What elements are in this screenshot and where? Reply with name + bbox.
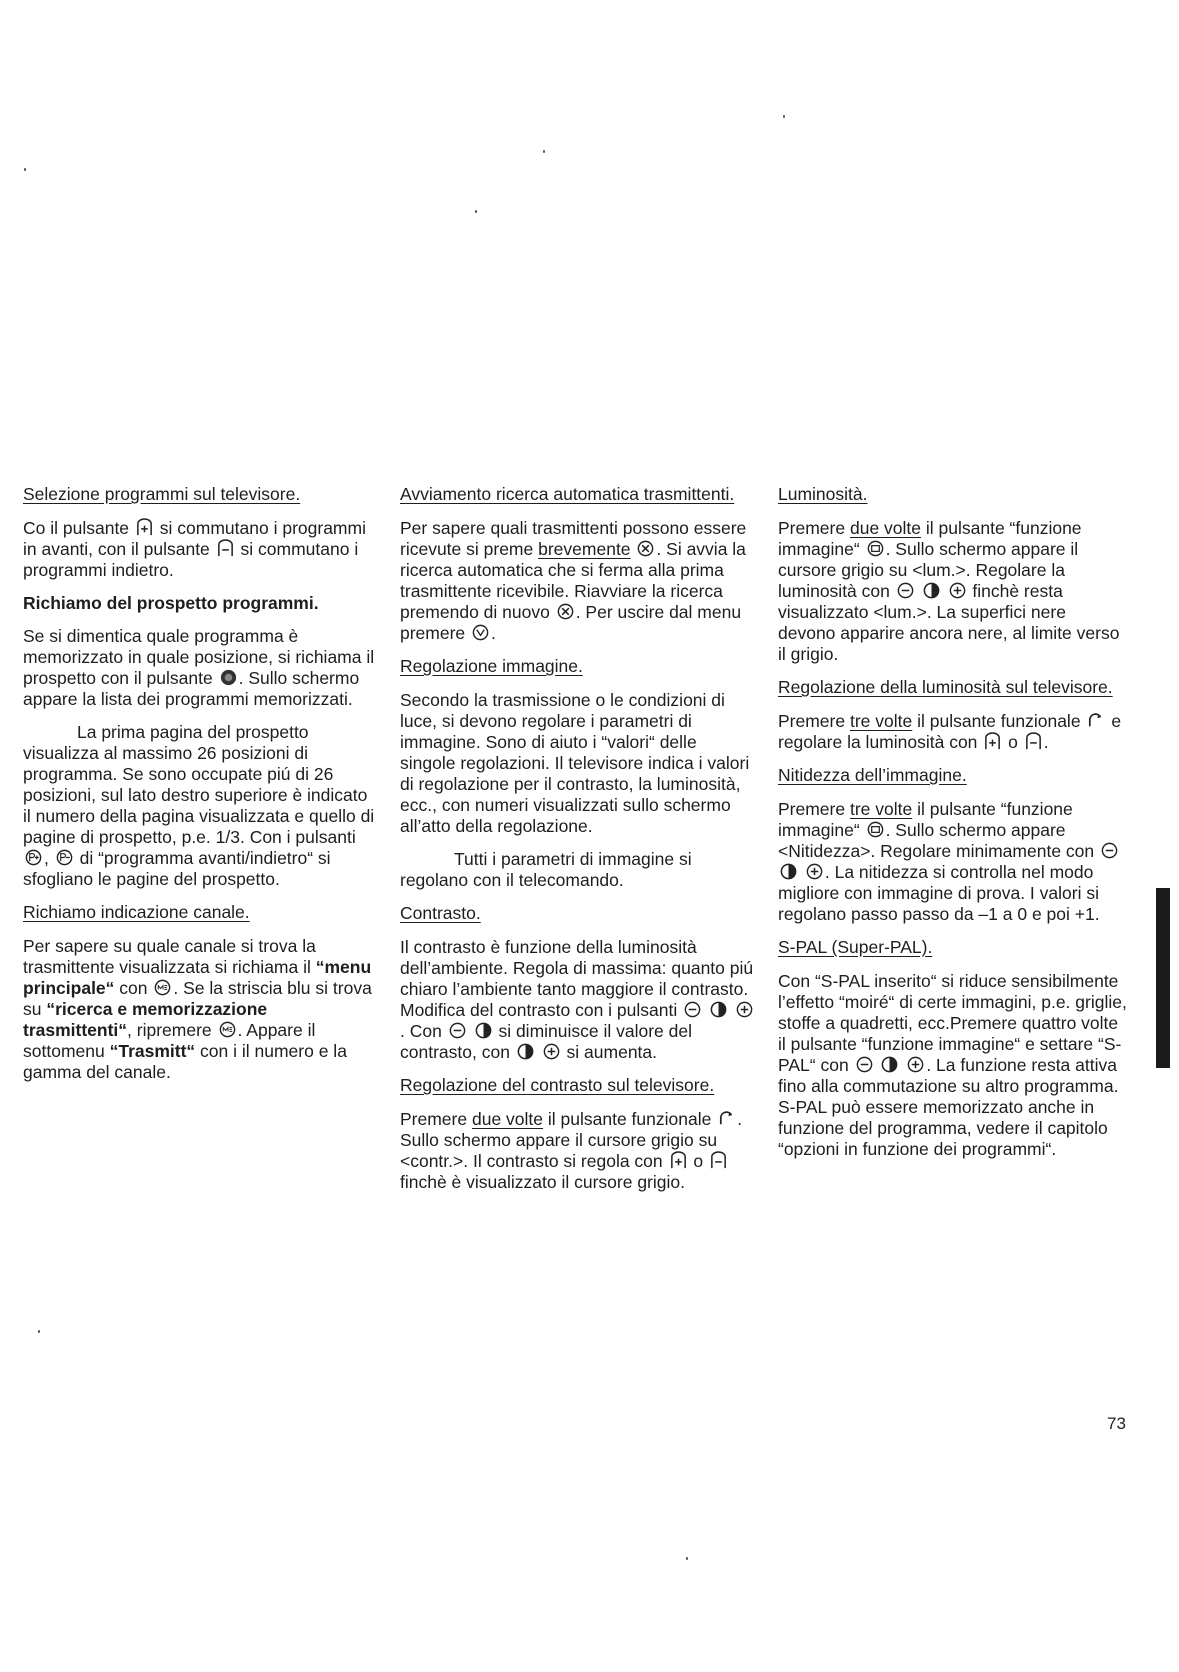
minus-circle-icon (683, 1000, 702, 1019)
menu-icon (218, 1020, 237, 1039)
section-title-contrast: Contrasto. (400, 903, 481, 923)
section-title-brightness: Luminosità. (778, 484, 868, 504)
scan-speck (475, 210, 477, 213)
paragraph-contrast-on-tv: Premere due volte il pulsante funzionale . Sullo schermo appare il cursore grigio su <contr.>. Il contrasto si regola con o finchè è visualizzato il cursore grigio. (400, 1109, 743, 1192)
paragraph-program-switching: Co il pulsante si commutano i programmi in avanti, con il pulsante si commutano i programmi indietro. (23, 518, 366, 580)
prog-minus-icon (1024, 732, 1043, 751)
column-left (23, 484, 378, 1095)
search-x-icon (636, 539, 655, 558)
function-key-icon (1086, 711, 1105, 730)
paragraph-remote-control: Tutti i parametri di immagine si regolano con il telecomando. (400, 849, 692, 890)
paragraph-picture-adjustment: Secondo la trasmissione o le condizioni di luce, si devono regolare i parametri di immagine. Sono di aiuto i “valori“ delle singole regolazioni. Il televisore indica i valori di regolazione per il contrasto, la luminosità, ecc., con numeri visualizzati sullo schermo all’atto della regolazione. (400, 690, 750, 836)
half-circle-icon (516, 1042, 535, 1061)
tv-icon (471, 623, 490, 642)
plus-circle-icon (948, 581, 967, 600)
heading-program-overview: Richiamo del prospetto programmi. (23, 593, 319, 613)
scan-speck (783, 115, 785, 118)
section-title-program-selection: Selezione programmi sul televisore. (23, 484, 301, 504)
scan-speck (24, 168, 26, 171)
section-title-brightness-on-tv: Regolazione della luminosità sul televisore. (778, 677, 1113, 697)
scan-speck (686, 1557, 688, 1560)
minus-circle-icon (896, 581, 915, 600)
function-key-icon (717, 1109, 736, 1128)
section-title-picture-adjustment: Regolazione immagine. (400, 656, 583, 676)
section-title-auto-search: Avviamento ricerca automatica trasmittenti. (400, 484, 735, 504)
picture-function-icon (866, 820, 885, 839)
edge-index-tab (1156, 888, 1170, 1068)
prog-plus-icon (669, 1151, 688, 1170)
menu-icon (153, 978, 172, 997)
paragraph-sharpness: Premere tre volte il pulsante “funzione immagine“ . Sullo schermo appare <Nitidezza>. Regolare minimamente con . La nitidezza si controlla nel modo migliore con immagine di prova. I valori si regolano passo passo da –1 a 0 e poi +1. (778, 799, 1128, 925)
plus-circle-icon (805, 862, 824, 881)
picture-function-icon (866, 539, 885, 558)
paragraph-channel-display: Per sapere su quale canale si trova la trasmittente visualizzata si richiama il “menu principale“ con . Se la striscia blu si trova su “ricerca e memorizzazione trasmittenti“, ripremere . Appare il sottomenu “Trasmitt“ con i il numero e la gamma del canale. (23, 936, 372, 1082)
prog-plus-icon (135, 518, 154, 537)
search-x-icon (556, 602, 575, 621)
prog-plus-icon (983, 732, 1002, 751)
program-list-icon (219, 668, 238, 687)
column-middle (400, 484, 755, 1205)
half-circle-icon (709, 1000, 728, 1019)
paragraph-s-pal: Con “S-PAL inserito“ si riduce sensibilmente l’effetto “moiré“ di certe immagini, p.e. griglie, stoffe a quadretti, ecc.Premere quattro volte il pulsante “funzione immagine“ e settare “S-PAL“ con . La funzione resta attiva fino alla commutazione su altro programma. S-PAL può essere memorizzato anche in funzione del programma, vedere il capitolo “opzioni in funzione dei programmi“. (778, 971, 1127, 1159)
half-circle-icon (880, 1055, 899, 1074)
plus-circle-icon (542, 1042, 561, 1061)
scan-speck (543, 150, 545, 153)
section-title-contrast-on-tv: Regolazione del contrasto sul televisore. (400, 1075, 715, 1095)
prog-minus-icon (709, 1151, 728, 1170)
paragraph-contrast: Il contrasto è funzione della luminosità dell’ambiente. Regola di massima: quanto piú chiaro l’ambiente tanto maggiore il contrasto. Modifica del contrasto con i pulsanti . Con si diminuisce il valore del contrasto, con si aumenta. (400, 937, 754, 1062)
half-circle-icon (922, 581, 941, 600)
page-number: 73 (1107, 1414, 1126, 1433)
plus-circle-icon (735, 1000, 754, 1019)
paragraph-overview-pages: La prima pagina del prospetto visualizza al massimo 26 posizioni di programma. Se sono occupate piú di 26 posizioni, sul lato destro superiore è indicato il numero della pagina visualizzata e quello di pagine di prospetto, p.e. 1/3. Con i pulsanti , di “programma avanti/indietro“ si sfogliano le pagine del prospetto. (23, 722, 375, 889)
column-right (778, 484, 1128, 1172)
scan-speck (38, 1330, 40, 1333)
half-circle-icon (474, 1021, 493, 1040)
paragraph-program-overview: Se si dimentica quale programma è memorizzato in quale posizione, si richiama il prospetto con il pulsante . Sullo schermo appare la lista dei programmi memorizzati. (23, 626, 375, 709)
page-minus-icon (55, 848, 74, 867)
section-title-channel-display: Richiamo indicazione canale. (23, 902, 250, 922)
minus-circle-icon (1100, 841, 1119, 860)
minus-circle-icon (448, 1021, 467, 1040)
plus-circle-icon (906, 1055, 925, 1074)
paragraph-auto-search: Per sapere quali trasmittenti possono essere ricevute si preme brevemente . Si avvia la ricerca automatica che si ferma alla prima trasmittente ricevibile. Riavviare la ricerca premendo di nuovo . Per uscire dal menu premere . (400, 518, 747, 643)
paragraph-brightness-on-tv: Premere tre volte il pulsante funzionale e regolare la luminosità con o . (778, 711, 1122, 752)
page-plus-icon (24, 848, 43, 867)
section-title-s-pal: S-PAL (Super-PAL). (778, 937, 933, 957)
section-title-sharpness: Nitidezza dell’immagine. (778, 765, 967, 785)
minus-circle-icon (855, 1055, 874, 1074)
prog-minus-icon (216, 539, 235, 558)
half-circle-icon (779, 862, 798, 881)
paragraph-brightness: Premere due volte il pulsante “funzione immagine“ . Sullo schermo appare il cursore grigio su <lum.>. Regolare la luminosità con finchè resta visualizzato <lum.>. La superfici nere devono apparire ancora nere, al limite verso il grigio. (778, 518, 1120, 664)
